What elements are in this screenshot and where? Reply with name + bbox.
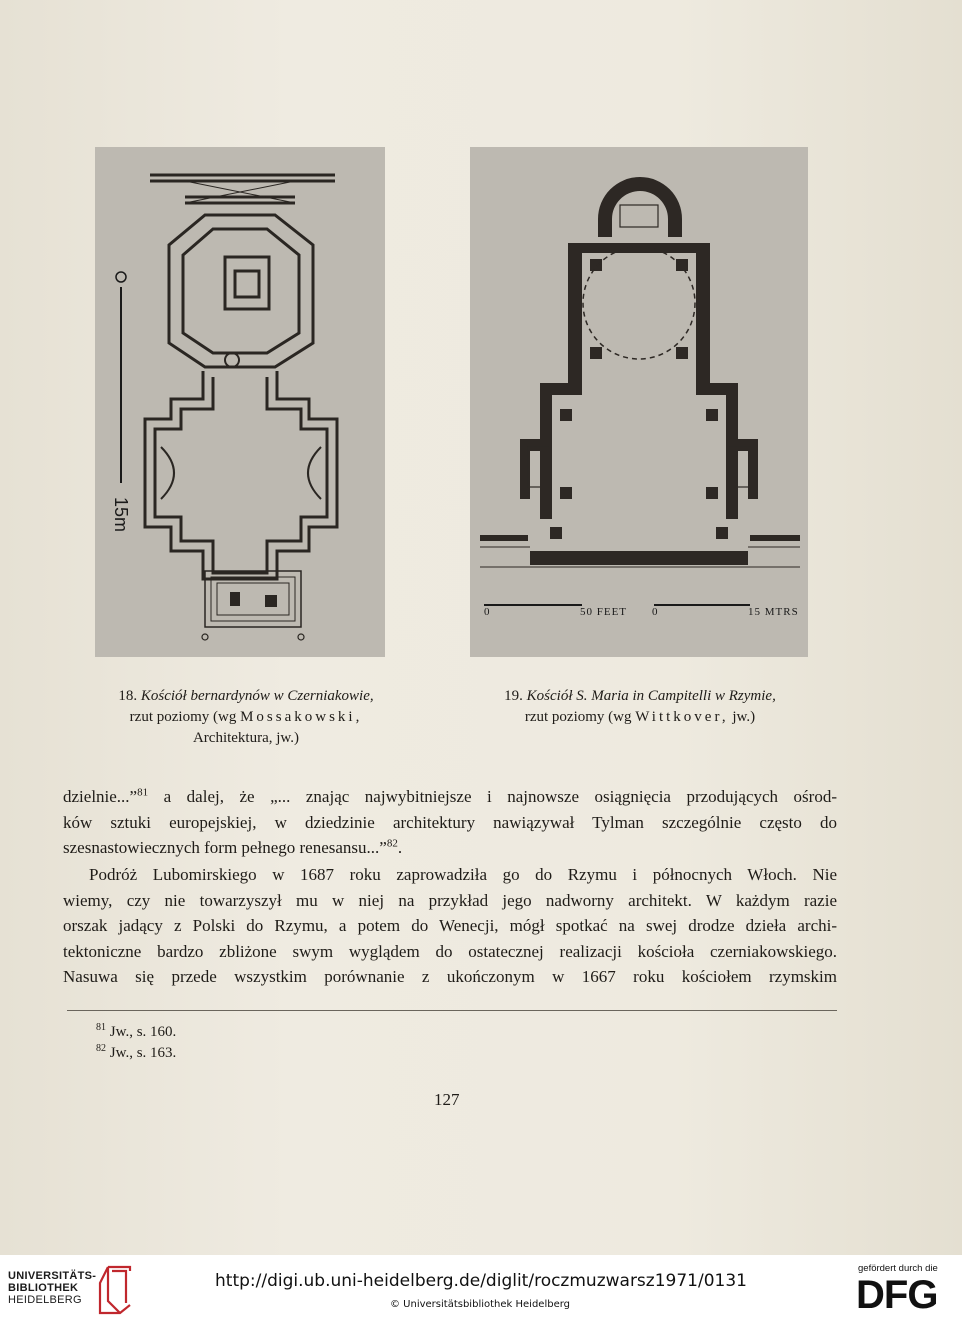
footnote-number: 81 — [96, 1022, 106, 1033]
footer-bar — [0, 1255, 962, 1323]
text-line: wiemy, czy nie towarzyszył mu w niej na przykład jego nadworny architekt. W każdym razie — [63, 890, 837, 910]
footnote-divider — [67, 1010, 837, 1011]
text-run: . — [397, 838, 403, 858]
caption-prefix: rzut poziomy (wg — [524, 709, 632, 725]
caption-source: Architektura, jw.) — [192, 730, 300, 746]
body-paragraph-2 — [63, 862, 837, 990]
figure-number: 19. — [504, 688, 523, 704]
text-run: dzielnie...” — [63, 787, 138, 806]
caption-source: jw.) — [732, 709, 756, 725]
permalink-url[interactable]: http://digi.ub.uni-heidelberg.de/diglit/roczmuzwarsz1971/0131 — [215, 1271, 747, 1291]
campitelli-plan-drawing — [470, 147, 808, 657]
footnote-81 — [96, 1024, 176, 1041]
text-line: ków sztuki europejskiej, w dziedzinie architektury nawiązywał Tylman szczególnie często do — [63, 812, 837, 832]
logo-line: HEIDELBERG — [8, 1294, 82, 1306]
funding-note: gefördert durch die — [858, 1263, 938, 1274]
figure-18-floor-plan — [95, 147, 385, 657]
dfg-logo[interactable]: DFG — [856, 1273, 938, 1317]
figure-19-caption — [450, 686, 830, 728]
footnote-text: Jw., s. 160. — [109, 1024, 177, 1040]
czerniakow-plan-drawing — [95, 147, 385, 657]
scale-metres-label: 15 MTRS — [748, 606, 799, 618]
scale-feet-zero: 0 — [484, 606, 491, 618]
text-line: orszak jadący z Polski do Rzymu, a potem do Wenecji, mógł spotkać na swej drodze dzieła archi- — [63, 916, 837, 936]
footnote-ref[interactable]: 81 — [137, 786, 149, 799]
page-number: 127 — [434, 1090, 460, 1109]
scale-metres-zero: 0 — [652, 606, 659, 618]
text-line: Podróż Lubomirskiego w 1687 roku zaprowadziła go do Rzymu i północnych Włoch. Nie — [89, 865, 837, 884]
text-run: a dalej, że „... znając najwybitniejsze i najnowsze osiągnięcia przodujących ośrod- — [148, 787, 837, 806]
figure-title: Kościół bernardynów w Czerniakowie, — [140, 688, 374, 704]
footnote-82 — [96, 1045, 176, 1062]
text-line: Nasuwa się przede wszystkim porównanie z ukończonym w 1667 roku kościołem rzymskim — [63, 967, 837, 987]
caption-prefix: rzut poziomy (wg — [129, 709, 237, 725]
caption-author: Wittkover, — [635, 709, 729, 725]
logo-line: UNIVERSITÄTS- — [8, 1270, 97, 1282]
library-logo[interactable] — [8, 1270, 96, 1306]
figure-number: 18. — [118, 688, 138, 704]
body-paragraph-1 — [63, 784, 837, 861]
footnote-number: 82 — [96, 1043, 106, 1054]
text-run: szesnastowiecznych form pełnego renesansu...” — [63, 838, 387, 858]
scale-label-15m: 15m — [111, 497, 131, 533]
logo-line: BIBLIOTHEK — [8, 1282, 79, 1294]
text-line: tektoniczne bardzo zbliżone swym wyglądem do ostatecznej realizacji kościoła czerniakowskiego. — [63, 941, 837, 961]
figure-18-caption — [60, 686, 432, 749]
caption-author: Mossakowski, — [240, 709, 363, 725]
scale-feet-label: 50 FEET — [580, 606, 628, 618]
footnote-ref[interactable]: 82 — [386, 837, 398, 850]
footnote-text: Jw., s. 163. — [109, 1045, 177, 1061]
copyright-notice: © Universitätsbibliothek Heidelberg — [390, 1299, 571, 1310]
figure-19-floor-plan — [470, 147, 808, 657]
figure-title: Kościół S. Maria in Campitelli w Rzymie, — [526, 688, 776, 704]
library-logo-icon — [96, 1261, 136, 1317]
